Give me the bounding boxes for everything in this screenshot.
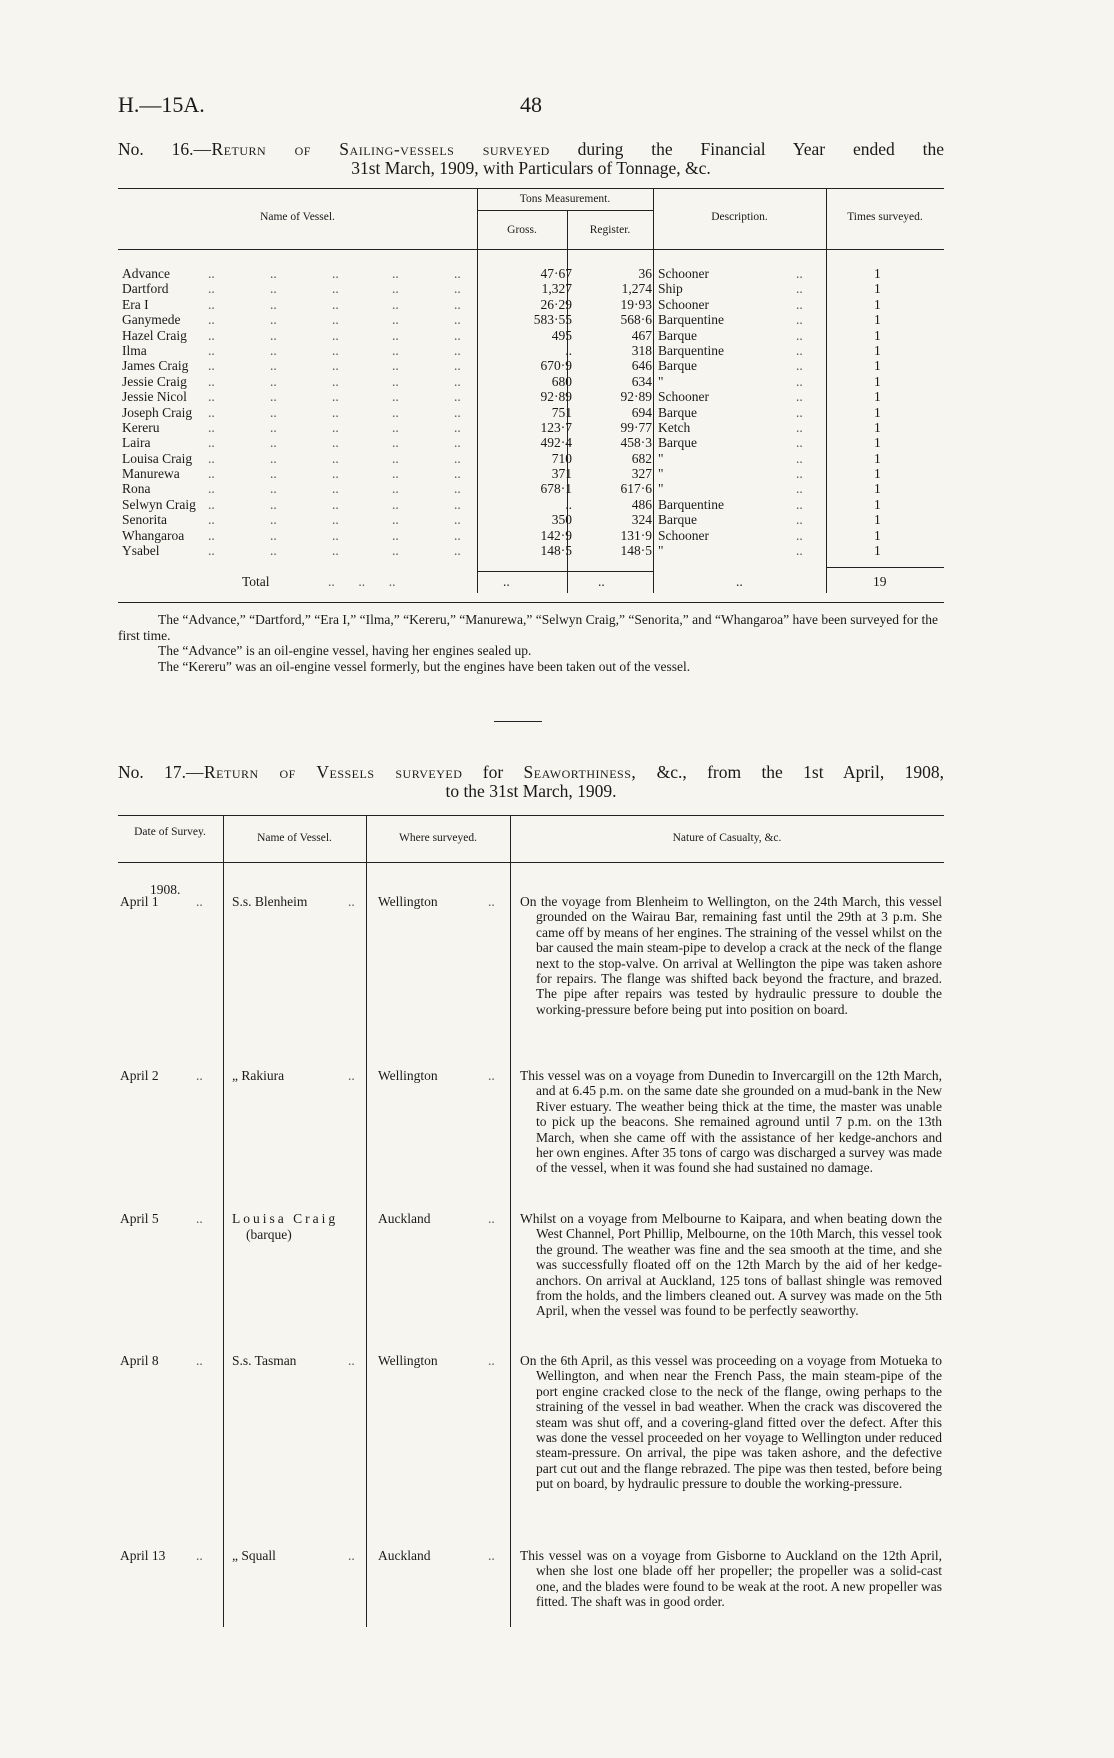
times-surveyed: 1 [874, 342, 881, 358]
vessel-name: Era I [122, 296, 149, 312]
table-row: Selwyn Craig .. .. .. .. .. .. 486 Barquentine .. 1 [122, 496, 881, 512]
register-tonnage: 131·9 [620, 527, 652, 543]
table-row: Laira .. .. .. .. .. 492·4 458·3 Barque .. 1 [122, 435, 881, 451]
register-tonnage: 646 [631, 358, 652, 374]
vessel-description: Barquentine [658, 496, 724, 512]
times-surveyed: 1 [874, 543, 881, 559]
vessel-description: " [658, 450, 664, 466]
col-name-of-vessel: Name of Vessel. [257, 832, 332, 844]
table-row: Rona .. .. .. .. .. 678·1 617·6 " .. 1 [122, 481, 881, 497]
vessel-name: Ilma [122, 342, 147, 358]
survey-date: April 2 [120, 1068, 159, 1083]
times-surveyed: 1 [874, 450, 881, 466]
note: The “Advance” is an oil-engine vessel, having her engines sealed up. [158, 643, 532, 658]
vessel-description: Barquentine [658, 312, 724, 328]
times-surveyed: 1 [874, 481, 881, 497]
total-times: 19 [873, 574, 887, 589]
times-surveyed: 1 [874, 281, 881, 297]
col-times-surveyed: Times surveyed. [847, 211, 923, 223]
casualty-description: This vessel was on a voyage from Dunedin to Invercargill on the 12th March, and at 6.45 p.m. on the same date she grounded on a mud-bank in the New River estuary. The weather being thick at the time, the master was unable to pick up the beacons. She remained aground until 7 p.m. on the 13th March, when she came off with the assistance of her kedge-anchors and her own engines. After 35 tons of cargo was discharged a survey was made of the vessel, when it was found she had sustained no damage. [520, 1068, 942, 1176]
col-gross: Gross. [507, 224, 537, 236]
register-tonnage: 324 [631, 512, 652, 528]
where-surveyed: Auckland [378, 1548, 431, 1563]
table16-body [118, 266, 944, 558]
vessel-name: Rona [122, 481, 151, 497]
vessel-description: Schooner [658, 527, 709, 543]
gross-tonnage: .. [565, 496, 572, 512]
vessel-description: Barque [658, 404, 697, 420]
section-divider [494, 721, 542, 722]
times-surveyed: 1 [874, 435, 881, 451]
table-row: Advance .. .. .. .. .. 47·67 36 Schooner .. 1 [122, 266, 881, 281]
gross-tonnage: 495 [551, 327, 572, 343]
where-surveyed: Wellington [378, 1353, 438, 1368]
table-row: James Craig .. .. .. .. .. 670·9 646 Barque .. 1 [122, 358, 881, 374]
register-tonnage: 458·3 [620, 435, 652, 451]
table-row: Senorita .. .. .. .. .. 350 324 Barque .. 1 [122, 512, 881, 528]
register-tonnage: 92·89 [620, 389, 652, 405]
casualty-description: Whilst on a voyage from Melbourne to Kaipara, and when beating down the West Channel, Port Phillip, Melbourne, on the 10th March, this vessel took the ground. The weather was fine and the sea smooth at the time, and she was successfully floated off on the 12th March by the aid of her kedge-anchors. On arrival at Auckland, 125 tons of ballast shingle was removed from the holds, and the limbers cleaned out. A survey was made on the 5th April, when the vessel was found to be perfectly seaworthy. [520, 1211, 942, 1319]
register-tonnage: 467 [631, 327, 652, 343]
register-tonnage: 36 [638, 266, 652, 281]
vessel-description: Schooner [658, 389, 709, 405]
register-tonnage: 99·77 [620, 419, 652, 435]
times-surveyed: 1 [874, 512, 881, 528]
vessel-name: Advance [122, 266, 170, 281]
times-surveyed: 1 [874, 312, 881, 328]
gross-tonnage: 92·89 [540, 389, 572, 405]
register-tonnage: 318 [631, 342, 652, 358]
vessel-description: " [658, 373, 664, 389]
vessel-name: Jessie Nicol [122, 389, 187, 405]
casualty-description: This vessel was on a voyage from Gisborne to Auckland on the 12th April, when she lost one blade off her propeller; the propeller was a solid-cast one, and the blades were found to be weak at the root. A new propeller was fitted. The shaft was in good order. [520, 1548, 942, 1610]
gross-tonnage: 670·9 [540, 358, 572, 374]
col-register: Register. [589, 224, 631, 236]
vessel-name: Ysabel [122, 543, 160, 559]
table-row: Ilma .. .. .. .. .. .. 318 Barquentine .. 1 [122, 342, 881, 358]
table16-total-row: Total .. .. .. .. .. .. 19 [242, 574, 887, 589]
table-row: Dartford .. .. .. .. .. 1,327 1,274 Ship .. 1 [122, 281, 881, 297]
survey-date: April 8 [120, 1353, 159, 1368]
table-row: Era I .. .. .. .. .. 26·29 19·93 Schooner .. 1 [122, 296, 881, 312]
vessel-name: Selwyn Craig [122, 496, 196, 512]
gross-tonnage: 751 [551, 404, 572, 420]
col-tons-measurement: Tons Measurement. [519, 193, 611, 205]
table-row: Ganymede .. .. .. .. .. 583·55 568·6 Barquentine .. 1 [122, 312, 881, 328]
where-surveyed: Auckland [378, 1211, 431, 1226]
gross-tonnage: 710 [551, 450, 572, 466]
survey-date: April 5 [120, 1211, 159, 1226]
vessel-description: Ship [658, 281, 683, 297]
gross-tonnage: 492·4 [540, 435, 572, 451]
times-surveyed: 1 [874, 466, 881, 482]
gross-tonnage: 47·67 [540, 266, 572, 281]
register-tonnage: 568·6 [620, 312, 652, 328]
register-tonnage: 1,274 [621, 281, 652, 297]
register-tonnage: 486 [631, 496, 652, 512]
page-number: 48 [520, 92, 542, 117]
table-row: Jessie Nicol .. .. .. .. .. 92·89 92·89 Schooner .. 1 [122, 389, 881, 405]
vessel-description: Barque [658, 327, 697, 343]
times-surveyed: 1 [874, 327, 881, 343]
register-tonnage: 682 [631, 450, 652, 466]
table16-title: No. 16.—Return of Sailing-vessels surveyed during the Financial Year ended the 31st March, 1909, with Particulars of Tonnage, &c. [118, 139, 945, 178]
vessel-description: " [658, 543, 664, 559]
vessel-description: Barquentine [658, 342, 724, 358]
times-surveyed: 1 [874, 419, 881, 435]
where-surveyed: Wellington [378, 894, 438, 909]
vessel-name: „ Rakiura [232, 1068, 285, 1083]
vessel-name: Louisa Craig [232, 1211, 339, 1226]
times-surveyed: 1 [874, 373, 881, 389]
gross-tonnage: 371 [551, 466, 572, 482]
casualty-description: On the 6th April, as this vessel was proceeding on a voyage from Motueka to Wellington, and when near the French Pass, the main steam-pipe of the port engine cracked close to the neck of the flange, owing perhaps to the straining of the vessel in bad weather. When the crack was discovered the steam was shut off, and a covering-gland fitted over the defect. After this was done the vessel proceeded on her voyage to Wellington under reduced steam-pressure. On arrival, the pipe was taken ashore, and the defective part cut out and the flange rebrazed. The pipe was then tested, before being put on board, by hydraulic pressure to double the working-pressure. [520, 1353, 942, 1492]
times-surveyed: 1 [874, 404, 881, 420]
table17-title: No. 17.—Return of Vessels surveyed for Seaworthiness, &c., from the 1st April, 1908, to the 31st March, 1909. [118, 762, 944, 801]
vessel-description: Schooner [658, 266, 709, 281]
table-row: Manurewa .. .. .. .. .. 371 327 " .. 1 [122, 466, 881, 482]
gross-tonnage: 350 [551, 512, 572, 528]
col-date-of-survey: Date of Survey. [134, 826, 206, 838]
casualty-description: On the voyage from Blenheim to Wellington, on the 24th March, this vessel grounded on the Wairau Bar, remaining fast until the 29th at 3 p.m. She came off by means of her engines. The straining of the vessel whilst on the bar caused the main steam-pipe to develop a crack at the neck of the flange next to the stop-valve. On arrival at Wellington the pipe was taken ashore for repairs. The flange was shifted back beyond the fracture, and brazed. The pipe after repairs was tested by hydraulic pressure to double the working-pressure before being put into position on board. [520, 894, 942, 1017]
vessel-name: Jessie Craig [122, 373, 187, 389]
table-row: Kereru .. .. .. .. .. 123·7 99·77 Ketch .. 1 [122, 419, 881, 435]
gross-tonnage: 583·55 [533, 312, 572, 328]
vessel-description: Barque [658, 435, 697, 451]
total-gross: .. [503, 574, 510, 589]
table-row: Joseph Craig .. .. .. .. .. 751 694 Barque .. 1 [122, 404, 881, 420]
vessel-name: Hazel Craig [122, 327, 187, 343]
col-description: Description. [711, 211, 768, 223]
gross-tonnage: 26·29 [540, 296, 572, 312]
register-tonnage: 694 [631, 404, 652, 420]
register-tonnage: 617·6 [620, 481, 652, 497]
table-row: Jessie Craig .. .. .. .. .. 680 634 " .. 1 [122, 373, 881, 389]
times-surveyed: 1 [874, 358, 881, 374]
note: The “Kereru” was an oil-engine vessel formerly, but the engines have been taken out of the vessel. [158, 658, 691, 674]
survey-date: April 13 [120, 1548, 166, 1563]
vessel-description: " [658, 481, 664, 497]
vessel-name: „ Squall [232, 1548, 276, 1563]
vessel-name: Ganymede [122, 312, 181, 328]
times-surveyed: 1 [874, 266, 881, 281]
table-row: Hazel Craig .. .. .. .. .. 495 467 Barque .. 1 [122, 327, 881, 343]
total-label: Total [242, 574, 270, 589]
vessel-description: Barque [658, 358, 697, 374]
times-surveyed: 1 [874, 527, 881, 543]
note: The “Advance,” “Dartford,” “Era I,” “Ilma,” “Kereru,” “Manurewa,” “Selwyn Craig,” “Senorita,” and “Whangaroa” have been surveyed for the first time. [118, 612, 938, 643]
vessel-description: Schooner [658, 296, 709, 312]
vessel-name: Senorita [122, 512, 167, 528]
report-reference: H.—15A. [118, 92, 205, 117]
vessel-name: Whangaroa [122, 527, 185, 543]
where-surveyed: Wellington [378, 1068, 438, 1083]
table-row: Louisa Craig .. .. .. .. .. 710 682 " .. 1 [122, 450, 881, 466]
gross-tonnage: 678·1 [540, 481, 572, 497]
vessel-name: Laira [122, 435, 151, 451]
times-surveyed: 1 [874, 496, 881, 512]
vessel-description: Ketch [658, 419, 691, 435]
register-tonnage: 327 [631, 466, 652, 482]
survey-year: 1908. [150, 882, 181, 897]
table16-notes [118, 612, 944, 674]
vessel-description: Barque [658, 512, 697, 528]
gross-tonnage: .. [565, 342, 572, 358]
gross-tonnage: 123·7 [540, 419, 572, 435]
col-nature-of-casualty: Nature of Casualty, &c. [672, 832, 782, 844]
vessel-type: (barque) [246, 1227, 292, 1242]
vessel-name: S.s. Blenheim [232, 894, 308, 909]
vessel-name: Manurewa [122, 466, 180, 482]
survey-date: April 1 [120, 894, 159, 909]
register-tonnage: 148·5 [620, 543, 652, 559]
vessel-name: Louisa Craig [122, 450, 193, 466]
table-row: Whangaroa .. .. .. .. .. 142·9 131·9 Schooner .. 1 [122, 527, 881, 543]
times-surveyed: 1 [874, 296, 881, 312]
col-name-of-vessel: Name of Vessel. [260, 211, 335, 223]
vessel-description: " [658, 466, 664, 482]
gross-tonnage: 148·5 [540, 543, 572, 559]
total-register: .. [598, 574, 605, 589]
register-tonnage: 634 [631, 373, 652, 389]
vessel-name: James Craig [122, 358, 189, 374]
vessel-name: Kereru [122, 419, 160, 435]
gross-tonnage: 142·9 [540, 527, 572, 543]
table-row: Ysabel .. .. .. .. .. 148·5 148·5 " .. 1 [122, 543, 881, 559]
total-description: .. [736, 574, 743, 589]
gross-tonnage: 680 [551, 373, 572, 389]
vessel-name: Dartford [122, 281, 169, 297]
col-where-surveyed: Where surveyed. [399, 832, 477, 844]
vessel-name: Joseph Craig [122, 404, 193, 420]
gross-tonnage: 1,327 [541, 281, 572, 297]
times-surveyed: 1 [874, 389, 881, 405]
register-tonnage: 19·93 [620, 296, 652, 312]
vessel-name: S.s. Tasman [232, 1353, 297, 1368]
